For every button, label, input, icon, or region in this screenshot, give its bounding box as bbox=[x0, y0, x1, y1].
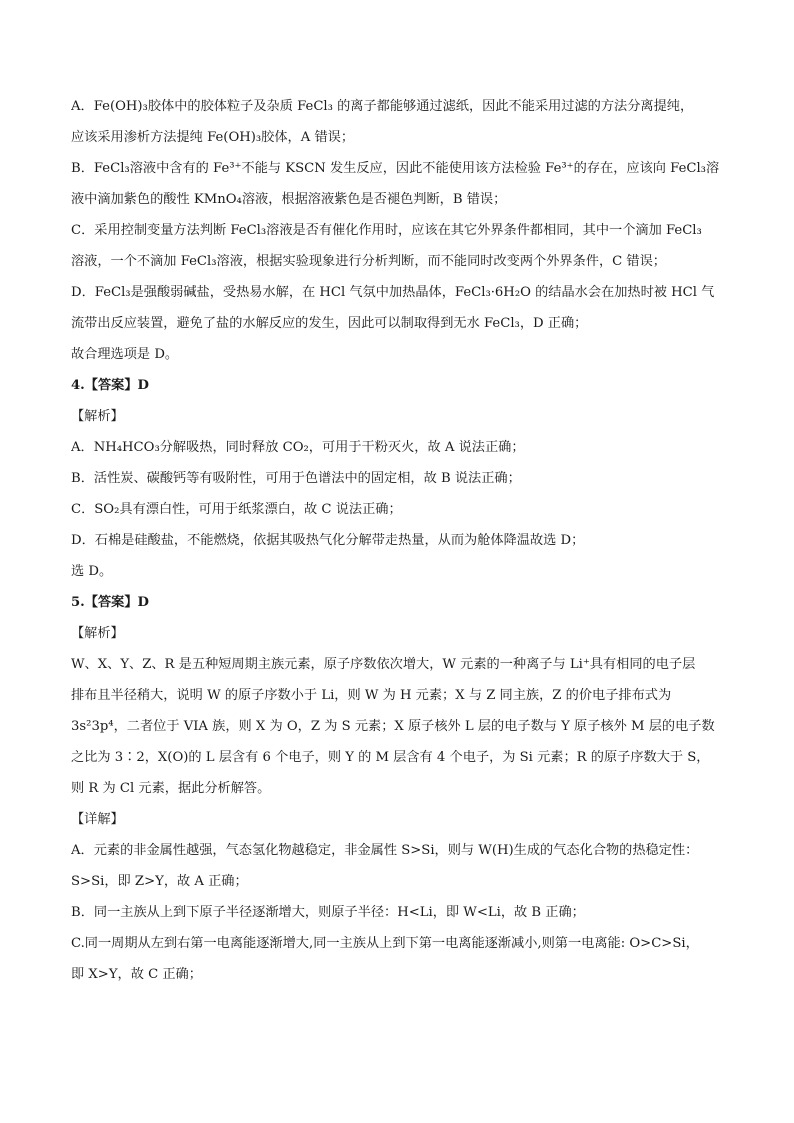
detail-heading: 【详解】 bbox=[71, 812, 124, 827]
text-line: S>Si，即 Z>Y，故 A 正确； bbox=[71, 874, 248, 889]
text-line: B．FeCl₃溶液中含有的 Fe³⁺不能与 KSCN 发生反应，因此不能使用该方法检验 Fe³⁺的存在，应该向 FeCl₃溶 bbox=[71, 161, 720, 176]
text-line: 选 D。 bbox=[71, 564, 113, 579]
text-line: 应该采用渗析方法提纯 Fe(OH)₃胶体，A 错误； bbox=[71, 130, 355, 145]
text-line: D．FeCl₃是强酸弱碱盐，受热易水解，在 HCl 气氛中加热晶体，FeCl₃·6H₂O 的结晶水会在加热时被 HCl 气 bbox=[71, 285, 715, 300]
text-line: 液中滴加紫色的酸性 KMnO₄溶液，根据溶液紫色是否褪色判断，B 错误； bbox=[71, 192, 507, 207]
text-line: D．石棉是硅酸盐，不能燃烧，依据其吸热气化分解带走热量，从而为舱体降温故选 D； bbox=[71, 533, 585, 548]
text-line: 排布且半径稍大，说明 W 的原子序数小于 Li，则 W 为 H 元素；X 与 Z 同主族，Z 的价电子排布式为 bbox=[71, 688, 672, 703]
text-line: 之比为 3∶2，X(O)的 L 层含有 6 个电子，则 Y 的 M 层含有 4 个电子，为 Si 元素；R 的原子序数大于 S， bbox=[71, 750, 710, 765]
text-line: B．活性炭、碳酸钙等有吸附性，可用于色谱法中的固定相，故 B 说法正确； bbox=[71, 471, 521, 486]
text-line: C．SO₂具有漂白性，可用于纸浆漂白，故 C 说法正确； bbox=[71, 502, 402, 517]
text-line: 3s²3p⁴，二者位于 VIA 族，则 X 为 O，Z 为 S 元素；X 原子核外 L 层的电子数与 Y 原子核外 M 层的电子数 bbox=[71, 719, 715, 734]
answer-heading: 4.【答案】D bbox=[71, 378, 149, 393]
text-line: W、X、Y、Z、R 是五种短周期主族元素，原子序数依次增大，W 元素的一种离子与 Li⁺具有相同的电子层 bbox=[71, 657, 696, 672]
analysis-heading: 【解析】 bbox=[71, 409, 124, 424]
text-line: C.同一周期从左到右第一电离能逐渐增大,同一主族从上到下第一电离能逐渐减小,则第一电离能: O>C>Si， bbox=[71, 936, 699, 951]
text-line: 溶液，一个不滴加 FeCl₃溶液，根据实验现象进行分析判断，而不能同时改变两个外界条件，C 错误； bbox=[71, 254, 666, 269]
text-line: 流带出反应装置，避免了盐的水解反应的发生，因此可以制取得到无水 FeCl₃，D 正确； bbox=[71, 316, 588, 331]
text-line: 即 X>Y，故 C 正确； bbox=[71, 967, 202, 982]
answer-heading: 5.【答案】D bbox=[71, 595, 149, 610]
text-line: 则 R 为 Cl 元素，据此分析解答。 bbox=[71, 781, 271, 796]
analysis-heading: 【解析】 bbox=[71, 626, 124, 641]
text-line: 故合理选项是 D。 bbox=[71, 347, 179, 362]
text-line: A．元素的非金属性越强，气态氢化物越稳定，非金属性 S>Si，则与 W(H)生成的气态化合物的热稳定性： bbox=[71, 843, 699, 858]
text-line: B．同一主族从上到下原子半径逐渐增大，则原子半径：H<Li，即 W<Li，故 B 正确； bbox=[71, 905, 585, 920]
text-line: C．采用控制变量方法判断 FeCl₃溶液是否有催化作用时，应该在其它外界条件都相同，其中一个滴加 FeCl₃ bbox=[71, 223, 702, 238]
document-body bbox=[71, 98, 731, 984]
text-line: A．Fe(OH)₃胶体中的胶体粒子及杂质 FeCl₃ 的离子都能够通过滤纸，因此不能采用过滤的方法分离提纯， bbox=[71, 99, 694, 114]
text-line: A．NH₄HCO₃分解吸热，同时释放 CO₂，可用于干粉灭火，故 A 说法正确； bbox=[71, 440, 525, 455]
